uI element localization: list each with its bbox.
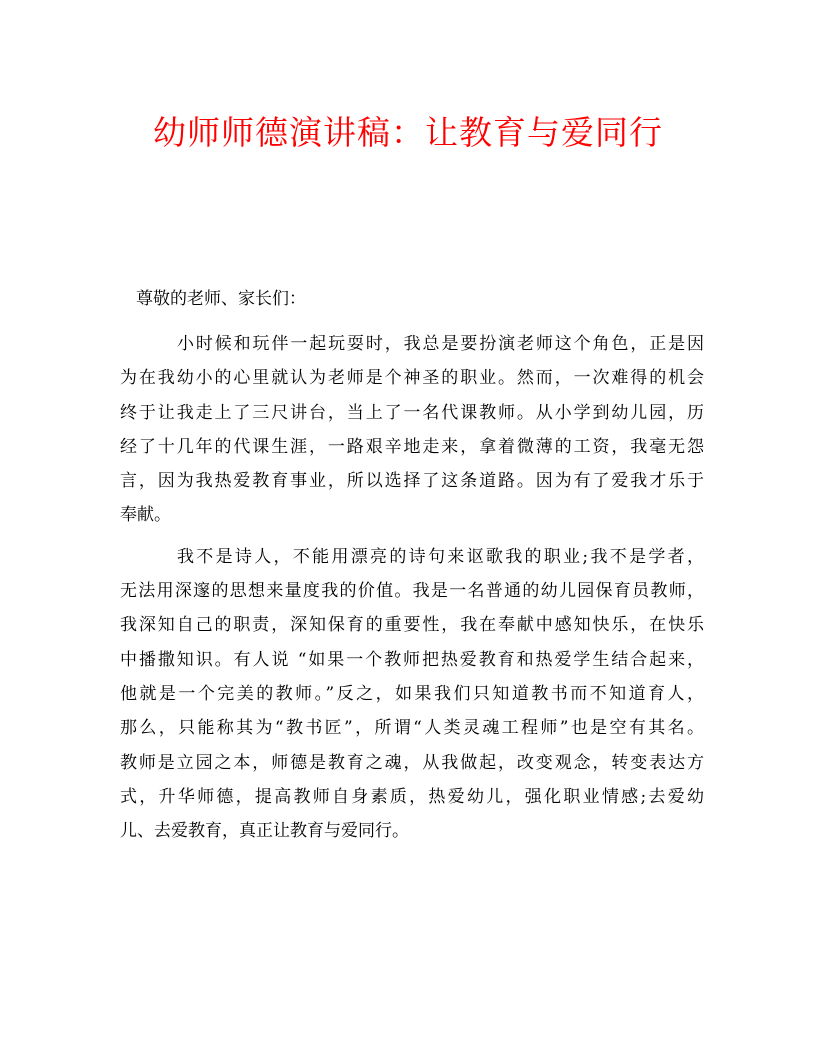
paragraph-line: 我不是诗人，不能用漂亮的诗句来讴歌我的职业;我不是学者， bbox=[177, 546, 704, 567]
paragraph-line: 我深知自己的职责，深知保育的重要性，我在奉献中感知快乐，在快乐 bbox=[120, 615, 704, 636]
paragraph-line: 小时候和玩伴一起玩耍时，我总是要扮演老师这个角色，正是因 bbox=[177, 334, 704, 354]
paragraph-line: 那么，只能称其为“教书匠”，所谓“人类灵魂工程师”也是空有其名。 bbox=[120, 718, 704, 739]
paragraph-line: 无法用深邃的思想来量度我的价值。我是一名普通的幼儿园保育员教师， bbox=[120, 581, 704, 602]
document-title: 幼师师德演讲稿：让教育与爱同行 bbox=[153, 113, 663, 152]
paragraph-1 bbox=[120, 327, 704, 533]
paragraph-2 bbox=[120, 540, 704, 849]
paragraph-line: 儿、去爱教育，真正让教育与爱同行。 bbox=[120, 821, 409, 842]
paragraph-line: 教师是立园之本，师德是教育之魂，从我做起，改变观念，转变表达方 bbox=[120, 752, 704, 773]
paragraph-line: 为在我幼小的心里就认为老师是个神圣的职业。然而，一次难得的机会 bbox=[120, 368, 704, 389]
paragraph-line: 言，因为我热爱教育事业，所以选择了这条道路。因为有了爱我才乐于 bbox=[120, 471, 704, 492]
paragraph-line: 中播撒知识。有人说 “如果一个教师把热爱教育和热爱学生结合起来， bbox=[120, 649, 704, 670]
paragraph-line: 式，升华师德，提高教师自身素质，热爱幼儿，强化职业情感;去爱幼 bbox=[120, 786, 704, 807]
document-body bbox=[120, 327, 704, 855]
paragraph-line: 经了十几年的代课生涯，一路艰辛地走来，拿着微薄的工资，我毫无怨 bbox=[120, 436, 704, 457]
paragraph-line: 终于让我走上了三尺讲台，当上了一名代课教师。从小学到幼儿园，历 bbox=[120, 402, 704, 423]
paragraph-line: 他就是一个完美的教师。”反之，如果我们只知道教书而不知道育人， bbox=[120, 683, 704, 704]
salutation: 尊敬的老师、家长们： bbox=[136, 289, 306, 309]
paragraph-line: 奉献。 bbox=[120, 505, 171, 526]
